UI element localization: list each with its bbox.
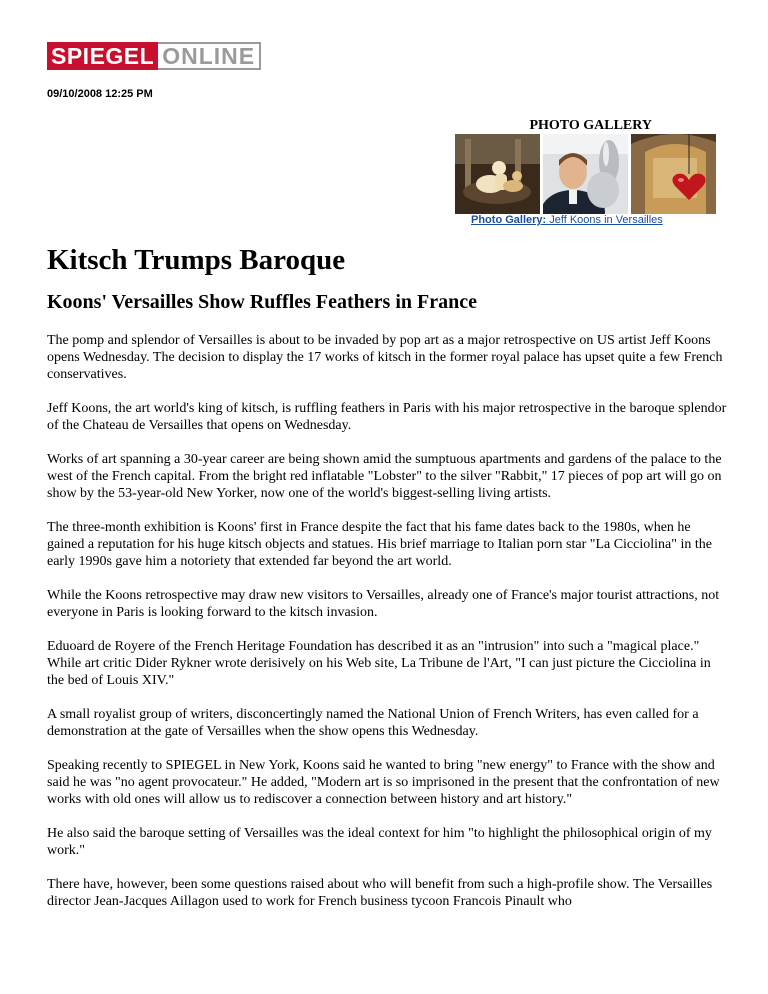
logo-online-text: ONLINE <box>158 42 261 70</box>
logo-spiegel-text: SPIEGEL <box>47 42 158 70</box>
gallery-caption-link[interactable] <box>471 214 663 226</box>
article-title: Kitsch Trumps Baroque <box>47 244 346 276</box>
article-paragraph: He also said the baroque setting of Versailles was the ideal context for him "to highlight the philosophical origin of my work." <box>47 826 712 858</box>
thumbnail-porcelain-sculpture[interactable] <box>455 134 540 214</box>
portrait-image-icon <box>543 134 628 214</box>
article-paragraph: Eduoard de Royere of the French Heritage Foundation has described it as an "intrusion" into such a "magical place." While art critic Dider Rykner wrote derisively on his Web site, La Tribune de l'Art, "I can just picture the Cicciolina in the bed of Louis XIV." <box>47 639 711 688</box>
article-paragraph: A small royalist group of writers, disconcertingly named the National Union of French Writers, has even called for a demonstration at the gate of Versailles when the show opens this Wednesday. <box>47 707 699 739</box>
thumbnail-hanging-heart[interactable] <box>631 134 716 214</box>
gallery-caption-text: Jeff Koons in Versailles <box>549 214 663 226</box>
article-body <box>47 332 727 927</box>
sculpture-image-icon <box>455 134 540 214</box>
photo-gallery <box>455 118 720 226</box>
hanging-heart-image-icon <box>631 134 716 214</box>
article-paragraph: The three-month exhibition is Koons' first in France despite the fact that his fame dates back to the 1980s, when he gained a reputation for his huge kitsch objects and statues. His brief marriage to Italian porn star "La Cicciolina" in the early 1990s gave him a notoriety that extended far beyond the art world. <box>47 520 712 569</box>
photo-gallery-heading: PHOTO GALLERY <box>529 118 652 133</box>
gallery-caption-label: Photo Gallery: <box>471 214 547 226</box>
article-paragraph: The pomp and splendor of Versailles is about to be invaded by pop art as a major retrospective on US artist Jeff Koons opens Wednesday. The decision to display the 17 works of kitsch in the former royal palace has upset quite a few French conservatives. <box>47 333 723 382</box>
publish-timestamp: 09/10/2008 12:25 PM <box>47 88 153 100</box>
article-paragraph: Jeff Koons, the art world's king of kitsch, is ruffling feathers in Paris with his major retrospective in the baroque splendor of the Chateau de Versailles that opens on Wednesday. <box>47 401 727 433</box>
spiegel-online-logo[interactable] <box>47 42 272 70</box>
article-paragraph: There have, however, been some questions raised about who will benefit from such a high-profile show. The Versailles director Jean-Jacques Aillagon used to work for French business tycoon Francois Pinault who <box>47 877 713 909</box>
gallery-thumbnails[interactable] <box>455 134 720 214</box>
article-paragraph: While the Koons retrospective may draw new visitors to Versailles, already one of France's major tourist attractions, not everyone in Paris is looking forward to the kitsch invasion. <box>47 588 720 620</box>
thumbnail-jeff-koons-portrait[interactable] <box>543 134 628 214</box>
article-paragraph: Speaking recently to SPIEGEL in New York, Koons said he wanted to bring "new energy" to France with the show and said he was "no agent provocateur." He added, "Modern art is so imprisoned in the present that the confrontation of new works with old ones will allow us to rediscover a connection between history and art history." <box>47 758 720 807</box>
article-paragraph: Works of art spanning a 30-year career are being shown amid the sumptuous apartments and gardens of the palace to the west of the French capital. From the bright red inflatable "Lobster" to the silver "Rabbit," 17 pieces of pop art will go on show by the 53-year-old New Yorker, now one of the world's biggest-selling living artists. <box>47 452 722 501</box>
article-subtitle: Koons' Versailles Show Ruffles Feathers in France <box>47 291 477 313</box>
